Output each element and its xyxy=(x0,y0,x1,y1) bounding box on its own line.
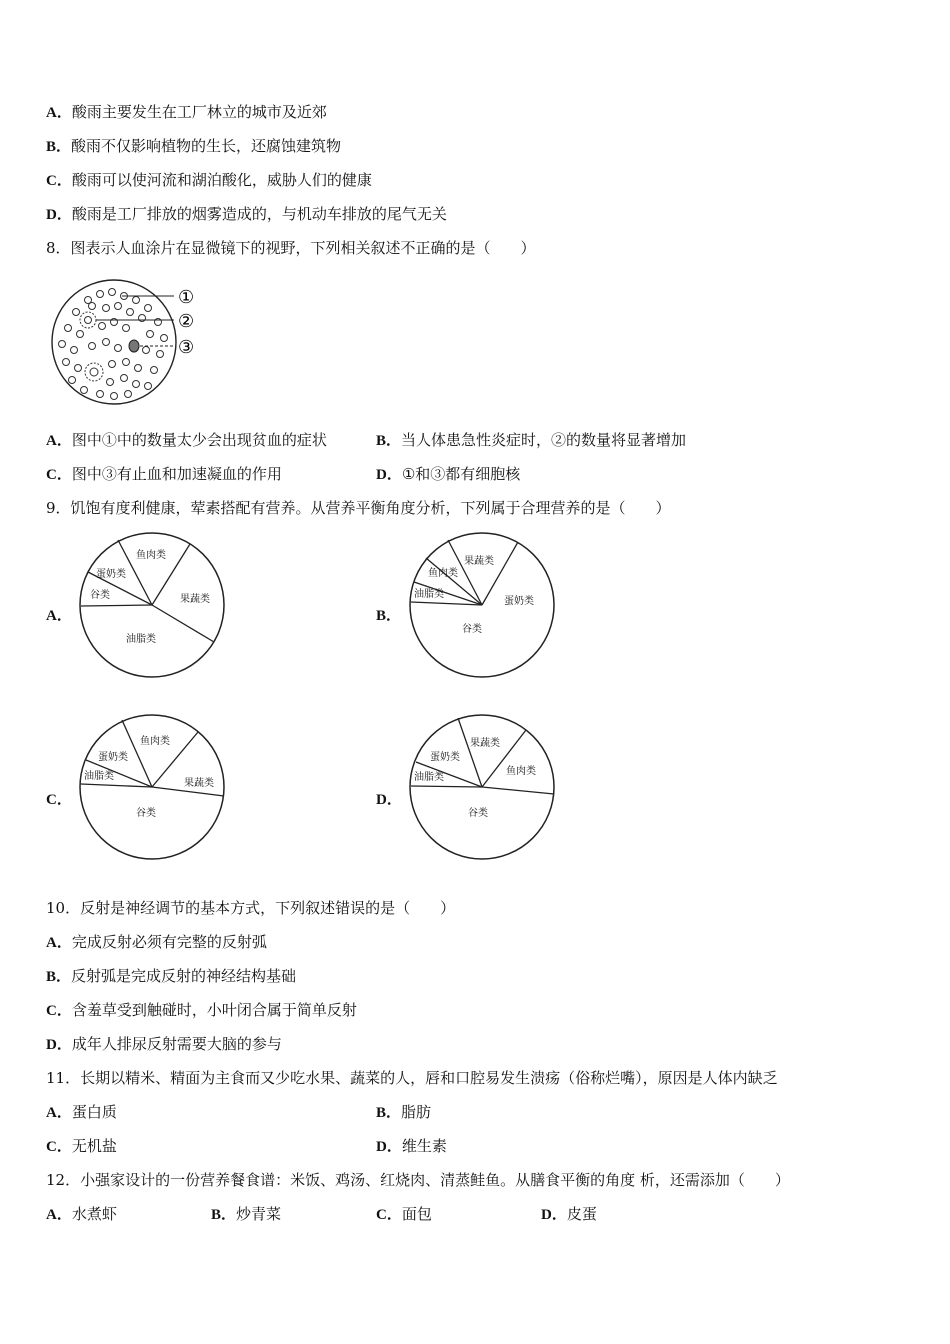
figure-label-3: ③ xyxy=(178,337,195,358)
pie-chart-a xyxy=(76,532,228,680)
q10-option-a: A．完成反射必须有完整的反射弧 xyxy=(46,933,267,951)
pie-b-slice-2: 蛋奶类 xyxy=(504,596,534,607)
pie-c-slice-4: 油脂类 xyxy=(84,771,114,782)
q11-option-d: D．维生素 xyxy=(376,1137,447,1155)
pie-b-slice-4: 油脂类 xyxy=(414,589,444,600)
q9-stem: 9．饥饱有度利健康，荤素搭配有营养。从营养平衡角度分析，下列属于合理营养的是（ ） xyxy=(46,499,671,517)
q12-option-a: A．水煮虾 xyxy=(46,1205,117,1223)
q8-option-d: D．①和③都有细胞核 xyxy=(376,465,521,483)
pie-d-slice-1: 果蔬类 xyxy=(470,738,500,749)
pie-b-slice-3: 谷类 xyxy=(462,624,482,635)
q7-option-c: C．酸雨可以使河流和湖泊酸化，威胁人们的健康 xyxy=(46,171,372,189)
q9-chart-a-label: A． xyxy=(46,608,72,624)
q9-chart-c-label: C． xyxy=(46,792,72,808)
q12-option-b: B．炒青菜 xyxy=(211,1205,282,1223)
figure-label-2: ② xyxy=(178,311,195,332)
pie-a-slice-3: 油脂类 xyxy=(126,634,156,645)
pie-a-slice-1: 鱼肉类 xyxy=(136,550,166,561)
pie-d-slice-3: 谷类 xyxy=(468,808,488,819)
pie-b-slice-5: 鱼肉类 xyxy=(428,568,458,579)
q10-stem: 10．反射是神经调节的基本方式，下列叙述错误的是（ ） xyxy=(46,899,456,917)
blood-smear-figure xyxy=(48,278,218,414)
q12-stem: 12．小强家设计的一份营养餐食谱：米饭、鸡汤、红烧肉、清蒸鲑鱼。从膳食平衡的角度 析，还需添加（ ） xyxy=(46,1171,790,1189)
q8-stem: 8．图表示人血涂片在显微镜下的视野，下列相关叙述不正确的是（ ） xyxy=(46,239,536,257)
q12-option-d: D．皮蛋 xyxy=(541,1205,597,1223)
q8-option-a: A．图中①中的数量太少会出现贫血的症状 xyxy=(46,431,327,449)
pie-chart-b xyxy=(406,532,558,680)
pie-c-slice-3: 谷类 xyxy=(136,808,156,819)
pie-chart-c xyxy=(76,714,228,862)
pie-a-slice-5: 蛋奶类 xyxy=(96,569,126,580)
pie-c-slice-1: 鱼肉类 xyxy=(140,736,170,747)
q12-option-c: C．面包 xyxy=(376,1205,432,1223)
q7-option-a: A．酸雨主要发生在工厂林立的城市及近郊 xyxy=(46,103,327,121)
pie-b-slice-1: 果蔬类 xyxy=(464,556,494,567)
q7-option-d: D．酸雨是工厂排放的烟雾造成的，与机动车排放的尾气无关 xyxy=(46,205,447,223)
q11-stem: 11．长期以精米、精面为主食而又少吃水果、蔬菜的人，唇和口腔易发生溃疡（俗称烂嘴），原因是人体内缺乏 xyxy=(46,1069,778,1087)
q11-option-b: B．脂肪 xyxy=(376,1103,432,1121)
q10-option-c: C．含羞草受到触碰时，小叶闭合属于简单反射 xyxy=(46,1001,357,1019)
q9-chart-b-label: B． xyxy=(376,608,402,624)
figure-label-1: ① xyxy=(178,287,195,308)
pie-chart-d xyxy=(406,714,558,862)
q11-option-a: A．蛋白质 xyxy=(46,1103,117,1121)
pie-d-slice-4: 油脂类 xyxy=(414,772,444,783)
pie-d-slice-5: 蛋奶类 xyxy=(430,752,460,763)
q10-option-d: D．成年人排尿反射需要大脑的参与 xyxy=(46,1035,282,1053)
pie-d-slice-2: 鱼肉类 xyxy=(506,766,536,777)
q9-chart-d-label: D． xyxy=(376,792,402,808)
q10-option-b: B．反射弧是完成反射的神经结构基础 xyxy=(46,967,297,985)
pie-c-slice-5: 蛋奶类 xyxy=(98,752,128,763)
pie-a-slice-4: 谷类 xyxy=(90,590,110,601)
pie-c-slice-2: 果蔬类 xyxy=(184,778,214,789)
pie-a-slice-2: 果蔬类 xyxy=(180,594,210,605)
q8-option-b: B．当人体患急性炎症时，②的数量将显著增加 xyxy=(376,431,687,449)
q11-option-c: C．无机盐 xyxy=(46,1137,117,1155)
q7-option-b: B．酸雨不仅影响植物的生长，还腐蚀建筑物 xyxy=(46,137,342,155)
q8-option-c: C．图中③有止血和加速凝血的作用 xyxy=(46,465,282,483)
